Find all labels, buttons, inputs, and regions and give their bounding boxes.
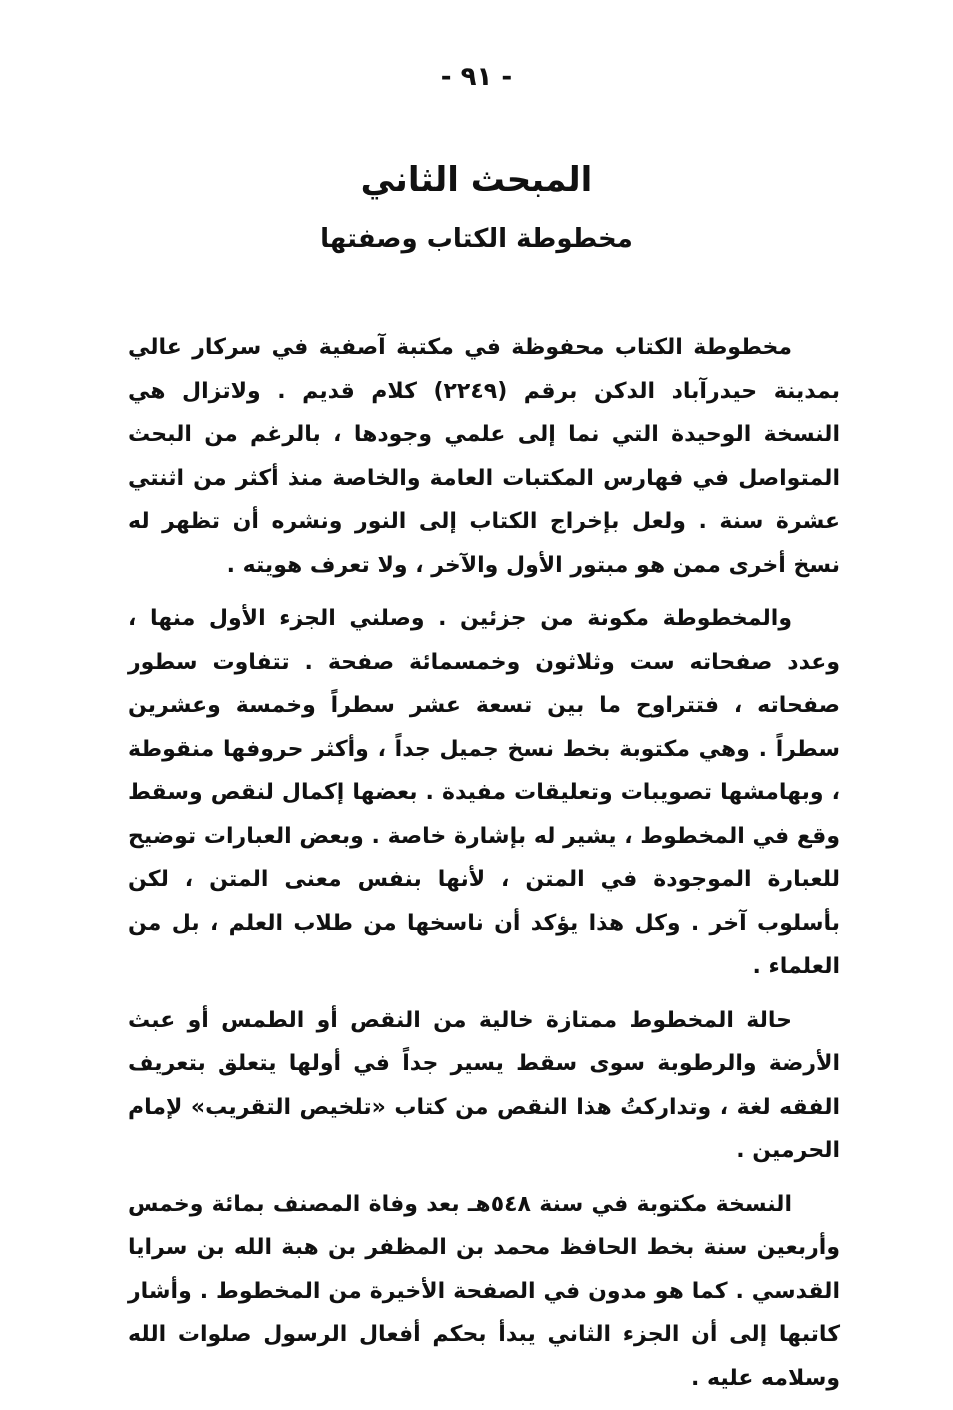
chapter-title: المبحث الثاني xyxy=(360,160,593,200)
body-text xyxy=(128,326,840,1410)
paragraph-manuscript-location: مخطوطة الكتاب محفوظة في مكتبة آصفية في سركار عالي بمدينة حيدرآباد الدكن برقم (٢٢٤٩) كلام قديم . ولاتزال هي النسخة الوحيدة التي نما إلى علمي وجودها ، بالرغم من البحث المتواصل في فهارس المكتبات العامة والخاصة منذ أكثر من اثنتي عشرة سنة . ولعل بإخراج الكتاب إلى النور ونشره أن تظهر له نسخ أخرى ممن هو مبتور الأول والآخر ، ولا تعرف هويته . xyxy=(128,335,840,578)
paragraph-manuscript-date: النسخة مكتوبة في سنة ٥٤٨هـ بعد وفاة المصنف بمائة وخمس وأربعين سنة بخط الحافظ محمد بن المظفر بن هبة الله بن سرايا القدسي . كما هو مدون في الصفحة الأخيرة من المخطوط . وأشار كاتبها إلى أن الجزء الثاني يبدأ بحكم أفعال الرسول صلوات الله وسلامه عليه . xyxy=(128,1191,840,1391)
paragraph-manuscript-description: والمخطوطة مكونة من جزئين . وصلني الجزء الأول منها ، وعدد صفحاته ست وثلاثون وخمسمائة صفحة . تتفاوت سطور صفحاته ، فتتراوح ما بين تسعة عشر سطراً وخمسة وعشرين سطراً . وهي مكتوبة بخط نسخ جميل جداً ، وأكثر حروفها منقوطة ، وبهامشها تصويبات وتعليقات مفيدة . بعضها إكمال لنقص وسقط وقع في المخطوط ، يشير له بإشارة خاصة . وبعض العبارات توضيح للعبارة الموجودة في المتن ، لأنها بنفس معنى المتن ، لكن بأسلوب آخر . وكل هذا يؤكد أن ناسخها من طلاب العلم ، بل من العلماء . xyxy=(128,606,840,979)
paragraph-manuscript-condition: حالة المخطوط ممتازة خالية من النقص أو الطمس أو عبث الأرضة والرطوبة سوى سقط يسير جداً في أولها يتعلق بتعريف الفقه لغة ، وتداركتُ هذا النقص من كتاب «تلخيص التقريب» لإمام الحرمين . xyxy=(128,1007,840,1163)
page-number: - ٩١ - xyxy=(440,62,513,92)
chapter-subtitle: مخطوطة الكتاب وصفتها xyxy=(320,224,633,254)
